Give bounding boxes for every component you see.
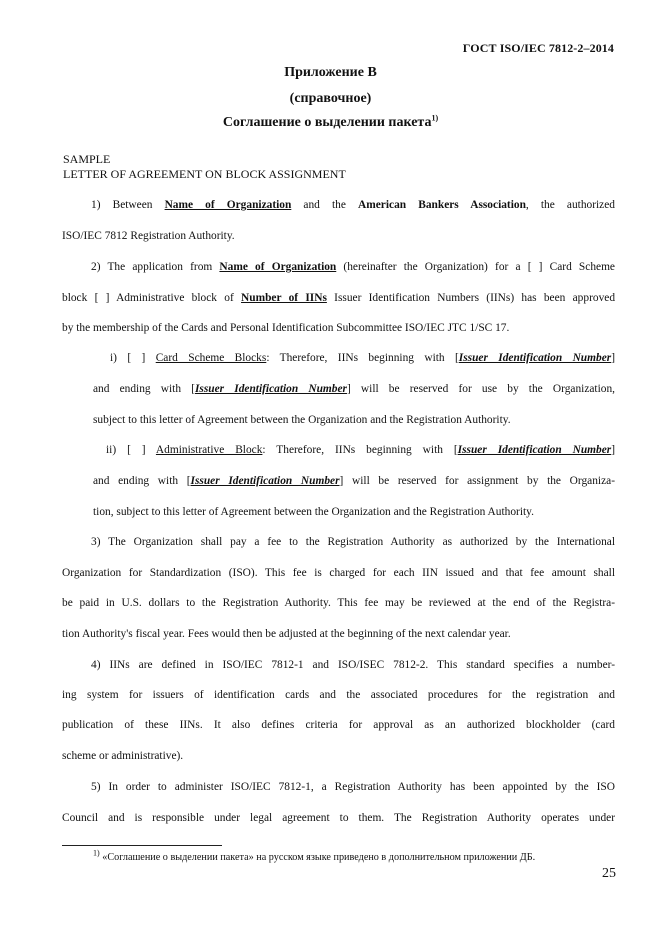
sample-label: SAMPLE bbox=[63, 152, 111, 166]
text: ] will be reserved for assignment by the Organiza- bbox=[339, 475, 615, 487]
iin-placeholder: Issuer Identification Number bbox=[458, 352, 612, 364]
text: ] will be reserved for use by the Organization, bbox=[346, 383, 615, 395]
p2-line1 bbox=[91, 261, 615, 273]
p5-line2: Council and is responsible under legal agreement to them. The Registration Authority operates under bbox=[62, 812, 615, 824]
text: ] bbox=[611, 352, 615, 364]
pii-line3: tion, subject to this letter of Agreement between the Organization and the Registration Authority. bbox=[93, 506, 534, 518]
text: Issuer Identification Numbers (IINs) has been approved bbox=[326, 292, 616, 304]
p2-line3: by the membership of the Cards and Personal Identification Subcommittee ISO/IEC JTC 1/SC 17. bbox=[62, 322, 510, 334]
annex-name bbox=[0, 115, 661, 131]
text: block [ ] Administrative block of bbox=[62, 292, 242, 304]
pi-line3: subject to this letter of Agreement between the Organization and the Registration Authority. bbox=[93, 414, 511, 426]
p1-line1 bbox=[91, 199, 615, 211]
p4-line1: 4) IINs are defined in ISO/IEC 7812-1 and ISO/ISEC 7812-2. This standard specifies a number- bbox=[91, 659, 615, 671]
annex-title: Приложение В bbox=[284, 65, 377, 80]
p3-line2: Organization for Standardization (ISO). This fee is charged for each IIN issued and that fee amount shall bbox=[62, 567, 615, 579]
text: ii) [ ] bbox=[106, 444, 156, 456]
document-header: ГОСТ ISO/IEC 7812-2–2014 bbox=[462, 41, 614, 55]
footnote-mark: 1) bbox=[93, 848, 100, 858]
text: i) [ ] bbox=[110, 352, 156, 364]
letter-title: LETTER OF AGREEMENT ON BLOCK ASSIGNMENT bbox=[63, 167, 346, 181]
text: (hereinafter the Organization) for a [ ] Card Scheme bbox=[336, 261, 615, 273]
p2-line2 bbox=[62, 292, 615, 304]
annex-name-text: Соглашение о выделении пакета bbox=[222, 115, 432, 130]
text: ] bbox=[611, 444, 615, 456]
footnote-text: «Соглашение о выделении пакета» на русском языке приведено в дополнительном приложении ДБ. bbox=[99, 852, 536, 863]
org-placeholder: Name of Organization bbox=[164, 199, 292, 211]
footnote bbox=[93, 848, 536, 863]
text: , the authorized bbox=[525, 199, 615, 211]
p4-line4: scheme or administrative). bbox=[62, 750, 184, 762]
p4-line3: publication of these IINs. It also defines criteria for approval as an authorized blockholder (card bbox=[62, 719, 615, 731]
text: and the bbox=[291, 199, 359, 211]
text: 2) The application from bbox=[91, 261, 220, 273]
p3-line3: be paid in U.S. dollars to the Registration Authority. This fee may be reviewed at the end of the Registra- bbox=[62, 597, 615, 609]
sample-heading bbox=[63, 152, 346, 182]
text: : Therefore, IINs beginning with [ bbox=[262, 444, 458, 456]
aba-name: American Bankers Association bbox=[358, 199, 526, 211]
pi-line2 bbox=[93, 383, 615, 395]
p3-line4: tion Authority's fiscal year. Fees would then be adjusted at the beginning of the next calendar year. bbox=[62, 628, 511, 640]
iin-placeholder: Issuer Identification Number bbox=[190, 475, 340, 487]
admin-block-label: Administrative Block bbox=[155, 444, 263, 456]
pii-line1 bbox=[106, 444, 615, 456]
text: and ending with [ bbox=[93, 475, 191, 487]
footnote-reference: 1) bbox=[431, 113, 439, 123]
page-number: 25 bbox=[602, 866, 616, 881]
annex-status: (справочное) bbox=[289, 91, 372, 106]
card-scheme-label: Card Scheme Blocks bbox=[155, 352, 267, 364]
text: and ending with [ bbox=[93, 383, 195, 395]
text: : Therefore, IINs beginning with [ bbox=[266, 352, 459, 364]
p5-line1: 5) In order to administer ISO/IEC 7812-1, a Registration Authority has been appointed by the ISO bbox=[91, 781, 615, 793]
p4-line2: ing system for issuers of identification cards and the associated procedures for the registration and bbox=[62, 689, 615, 701]
iin-placeholder: Issuer Identification Number bbox=[457, 444, 612, 456]
pii-line2 bbox=[93, 475, 615, 487]
p3-line1: 3) The Organization shall pay a fee to the Registration Authority as authorized by the International bbox=[91, 536, 615, 548]
footnote-rule bbox=[62, 845, 222, 846]
number-placeholder: Number of IINs bbox=[241, 292, 327, 304]
pi-line1 bbox=[110, 352, 615, 364]
iin-placeholder: Issuer Identification Number bbox=[194, 383, 347, 395]
p1-line2: ISO/IEC 7812 Registration Authority. bbox=[62, 230, 235, 242]
text: 1) Between bbox=[91, 199, 165, 211]
org-placeholder: Name of Organization bbox=[219, 261, 337, 273]
